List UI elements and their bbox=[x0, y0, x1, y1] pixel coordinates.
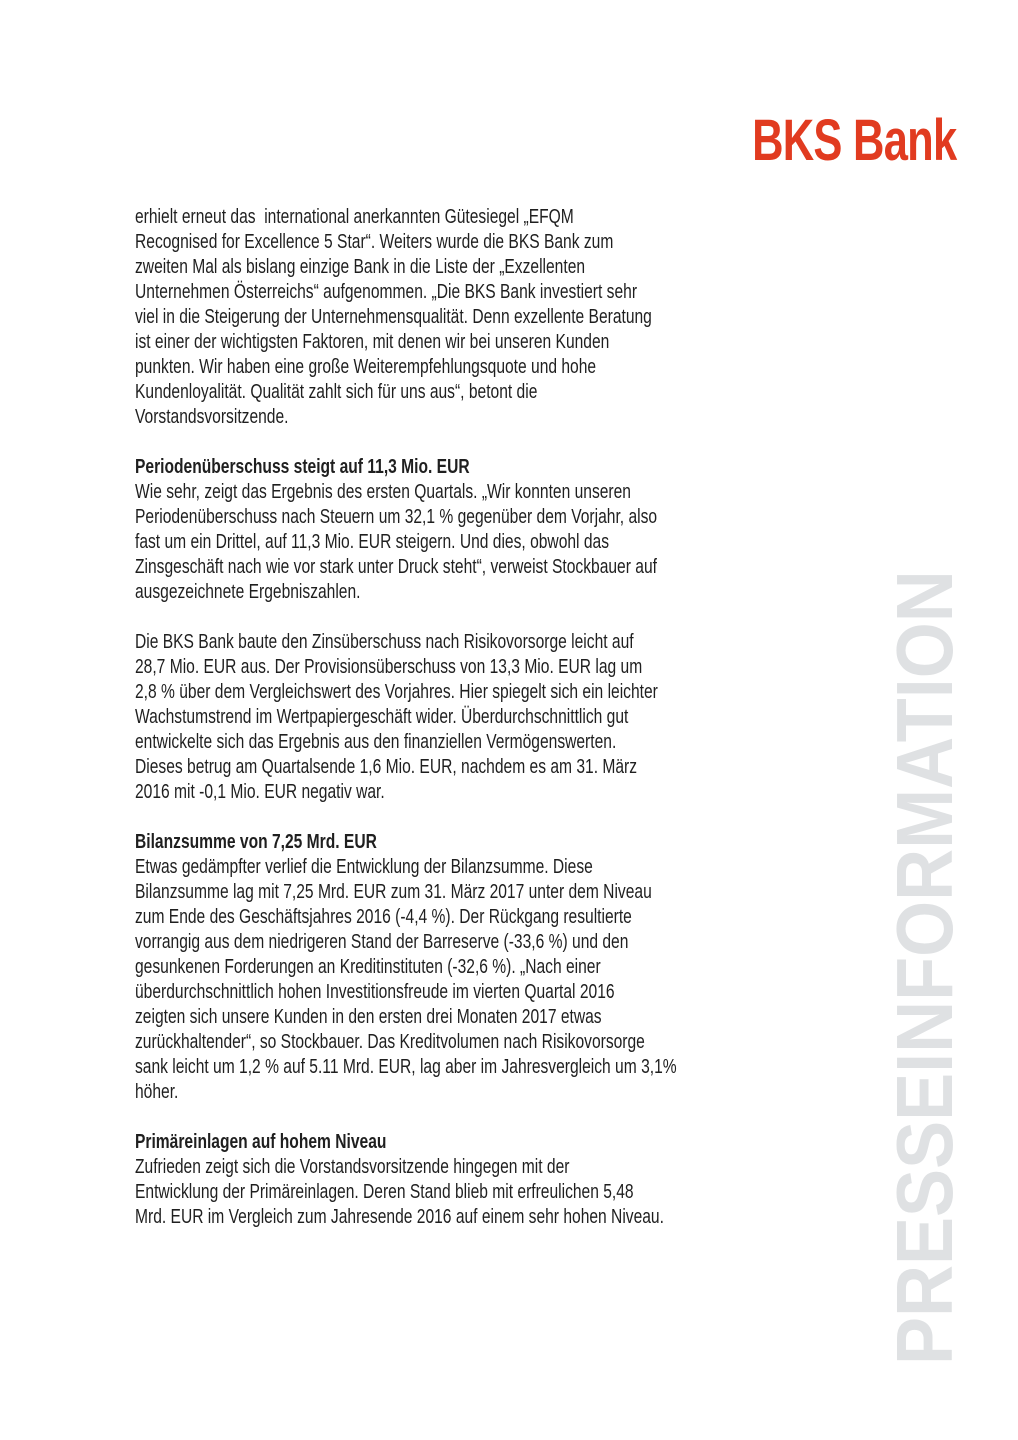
text-line: erhielt erneut das international anerkannten Gütesiegel „EFQM bbox=[135, 206, 574, 228]
paragraph bbox=[135, 1155, 743, 1230]
text-line: Mrd. EUR im Vergleich zum Jahresende 2016 auf einem sehr hohen Niveau. bbox=[135, 1206, 664, 1228]
text-line: Bilanzsumme lag mit 7,25 Mrd. EUR zum 31. März 2017 unter dem Niveau bbox=[135, 881, 652, 903]
text-line: 28,7 Mio. EUR aus. Der Provisionsüberschuss von 13,3 Mio. EUR lag um bbox=[135, 656, 643, 678]
section-heading bbox=[135, 830, 743, 855]
text-line: Bilanzsumme von 7,25 Mrd. EUR bbox=[135, 831, 377, 853]
text-line: Periodenüberschuss steigt auf 11,3 Mio. EUR bbox=[135, 456, 470, 478]
text-line: ist einer der wichtigsten Faktoren, mit denen wir bei unseren Kunden bbox=[135, 331, 610, 353]
text-line: zurückhaltender“, so Stockbauer. Das Kreditvolumen nach Risikovorsorge bbox=[135, 1031, 645, 1053]
text-line: gesunkenen Forderungen an Kreditinstituten (-32,6 %). „Nach einer bbox=[135, 956, 601, 978]
text-line: vorrangig aus dem niedrigeren Stand der Barreserve (-33,6 %) und den bbox=[135, 931, 629, 953]
text-line: punkten. Wir haben eine große Weiterempfehlungsquote und hohe bbox=[135, 356, 597, 378]
text-line: Recognised for Excellence 5 Star“. Weiters wurde die BKS Bank zum bbox=[135, 231, 614, 253]
paragraph bbox=[135, 630, 743, 805]
presseinformation-watermark: PRESSEINFORMATION bbox=[880, 570, 969, 1365]
text-line: entwickelte sich das Ergebnis aus den finanziellen Vermögenswerten. bbox=[135, 731, 617, 753]
bks-bank-logo: BKS Bank bbox=[751, 108, 956, 173]
text-line: Zinsgeschäft nach wie vor stark unter Druck steht“, verweist Stockbauer auf bbox=[135, 556, 657, 578]
paragraph bbox=[135, 855, 743, 1105]
text-line: Wachstumstrend im Wertpapiergeschäft wider. Überdurchschnittlich gut bbox=[135, 706, 629, 728]
text-line: 2,8 % über dem Vergleichswert des Vorjahres. Hier spiegelt sich ein leichter bbox=[135, 681, 658, 703]
text-line: Die BKS Bank baute den Zinsüberschuss nach Risikovorsorge leicht auf bbox=[135, 631, 634, 653]
text-line: sank leicht um 1,2 % auf 5.11 Mrd. EUR, lag aber im Jahresvergleich um 3,1% bbox=[135, 1056, 677, 1078]
text-line: Dieses betrug am Quartalsende 1,6 Mio. EUR, nachdem es am 31. März bbox=[135, 756, 638, 778]
section-heading bbox=[135, 455, 743, 480]
text-line: Kundenloyalität. Qualität zahlt sich für uns aus“, betont die bbox=[135, 381, 538, 403]
text-line: Zufrieden zeigt sich die Vorstandsvorsitzende hingegen mit der bbox=[135, 1156, 570, 1178]
section-heading bbox=[135, 1130, 743, 1155]
text-line: ausgezeichnete Ergebniszahlen. bbox=[135, 581, 361, 603]
text-line: höher. bbox=[135, 1081, 179, 1103]
text-line: Entwicklung der Primäreinlagen. Deren Stand blieb mit erfreulichen 5,48 bbox=[135, 1181, 634, 1203]
text-line: Etwas gedämpfter verlief die Entwicklung der Bilanzsumme. Diese bbox=[135, 856, 593, 878]
text-line: zeigten sich unsere Kunden in den ersten drei Monaten 2017 etwas bbox=[135, 1006, 602, 1028]
text-line: 2016 mit -0,1 Mio. EUR negativ war. bbox=[135, 781, 385, 803]
text-line: Primäreinlagen auf hohem Niveau bbox=[135, 1131, 387, 1153]
text-line: zweiten Mal als bislang einzige Bank in die Liste der „Exzellenten bbox=[135, 256, 586, 278]
text-line: zum Ende des Geschäftsjahres 2016 (-4,4 %). Der Rückgang resultierte bbox=[135, 906, 632, 928]
paragraph bbox=[135, 205, 743, 430]
document-body bbox=[135, 205, 743, 1255]
text-line: Unternehmen Österreichs“ aufgenommen. „Die BKS Bank investiert sehr bbox=[135, 281, 638, 303]
paragraph bbox=[135, 480, 743, 605]
text-line: überdurchschnittlich hohen Investitionsfreude im vierten Quartal 2016 bbox=[135, 981, 615, 1003]
text-line: Wie sehr, zeigt das Ergebnis des ersten Quartals. „Wir konnten unseren bbox=[135, 481, 631, 503]
text-line: Vorstandsvorsitzende. bbox=[135, 406, 289, 428]
text-line: fast um ein Drittel, auf 11,3 Mio. EUR steigern. Und dies, obwohl das bbox=[135, 531, 610, 553]
text-line: viel in die Steigerung der Unternehmensqualität. Denn exzellente Beratung bbox=[135, 306, 652, 328]
text-line: Periodenüberschuss nach Steuern um 32,1 % gegenüber dem Vorjahr, also bbox=[135, 506, 658, 528]
